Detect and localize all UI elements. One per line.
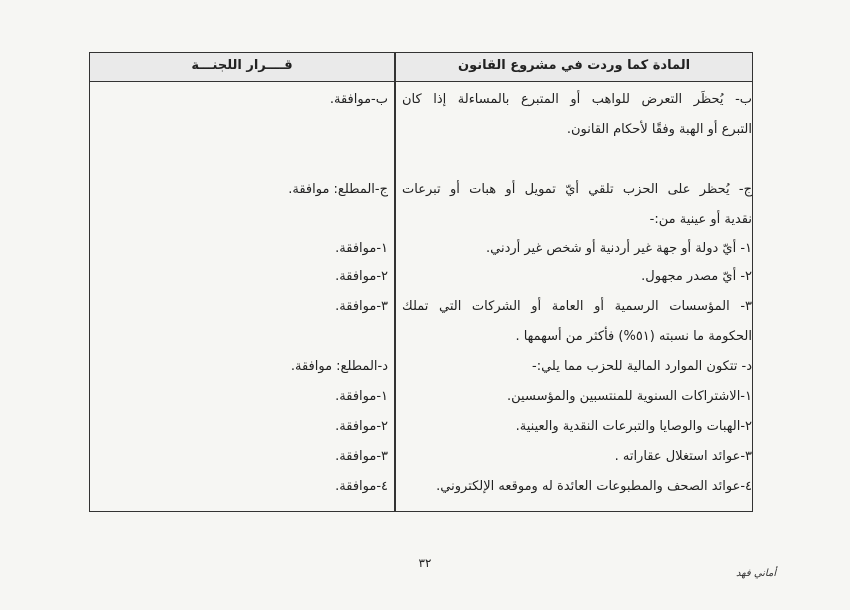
table-header-row xyxy=(90,53,752,82)
article-line: ١-الاشتراكات السنوية للمنتسبين والمؤسسين. xyxy=(507,389,752,404)
header-article: المادة كما وردت في مشروع القانون xyxy=(457,58,691,73)
column-divider xyxy=(394,53,396,511)
decision-line: ٢-موافقة. xyxy=(335,419,388,434)
article-line: ٢- أيّ مصدر مجهول. xyxy=(641,269,752,284)
article-line: ٢-الهبات والوصايا والتبرعات النقدية والعينية. xyxy=(515,419,752,434)
decision-line: ج-المطلع: موافقة. xyxy=(288,182,388,197)
decision-line: ٢-موافقة. xyxy=(335,269,388,284)
article-line: الحكومة ما نسبته (٥١%) فأكثر من أسهمها . xyxy=(515,329,752,344)
decision-line: د-المطلع: موافقة. xyxy=(290,359,388,374)
article-line: ج- يُحظر على الحزب تلقي أيّ تمويل أو هبات أو تبرعات xyxy=(402,182,752,197)
signature: أماني فهد xyxy=(736,568,777,579)
page-number: ٣٢ xyxy=(418,556,432,570)
decision-line: ٣-موافقة. xyxy=(335,299,388,314)
article-line: التبرع أو الهبة وفقًا لأحكام القانون. xyxy=(566,122,752,137)
committee-table xyxy=(89,52,753,512)
article-line: ١- أيّ دولة أو جهة غير أردنية أو شخص غير أردني. xyxy=(485,241,752,256)
article-line: ٣-عوائد استغلال عقاراته . xyxy=(614,449,752,464)
decision-line: ٤-موافقة. xyxy=(335,479,388,494)
decision-line: ب-موافقة. xyxy=(329,92,388,107)
article-line: ب- يُحظَر التعرض للواهب أو المتبرع بالمساءلة إذا كان xyxy=(402,92,752,107)
header-decision: قــــرار اللجنـــة xyxy=(191,58,293,73)
article-line: ٣- المؤسسات الرسمية أو العامة أو الشركات التي تملك xyxy=(402,299,752,314)
article-line: ٤-عوائد الصحف والمطبوعات العائدة له وموقعه الإلكتروني. xyxy=(436,479,752,494)
decision-line: ٣-موافقة. xyxy=(335,449,388,464)
article-line: د- تتكون الموارد المالية للحزب مما يلي:- xyxy=(532,359,752,374)
decision-line: ١-موافقة. xyxy=(335,241,388,256)
article-line: نقدية أو عينية من:- xyxy=(649,212,752,227)
decision-line: ١-موافقة. xyxy=(335,389,388,404)
